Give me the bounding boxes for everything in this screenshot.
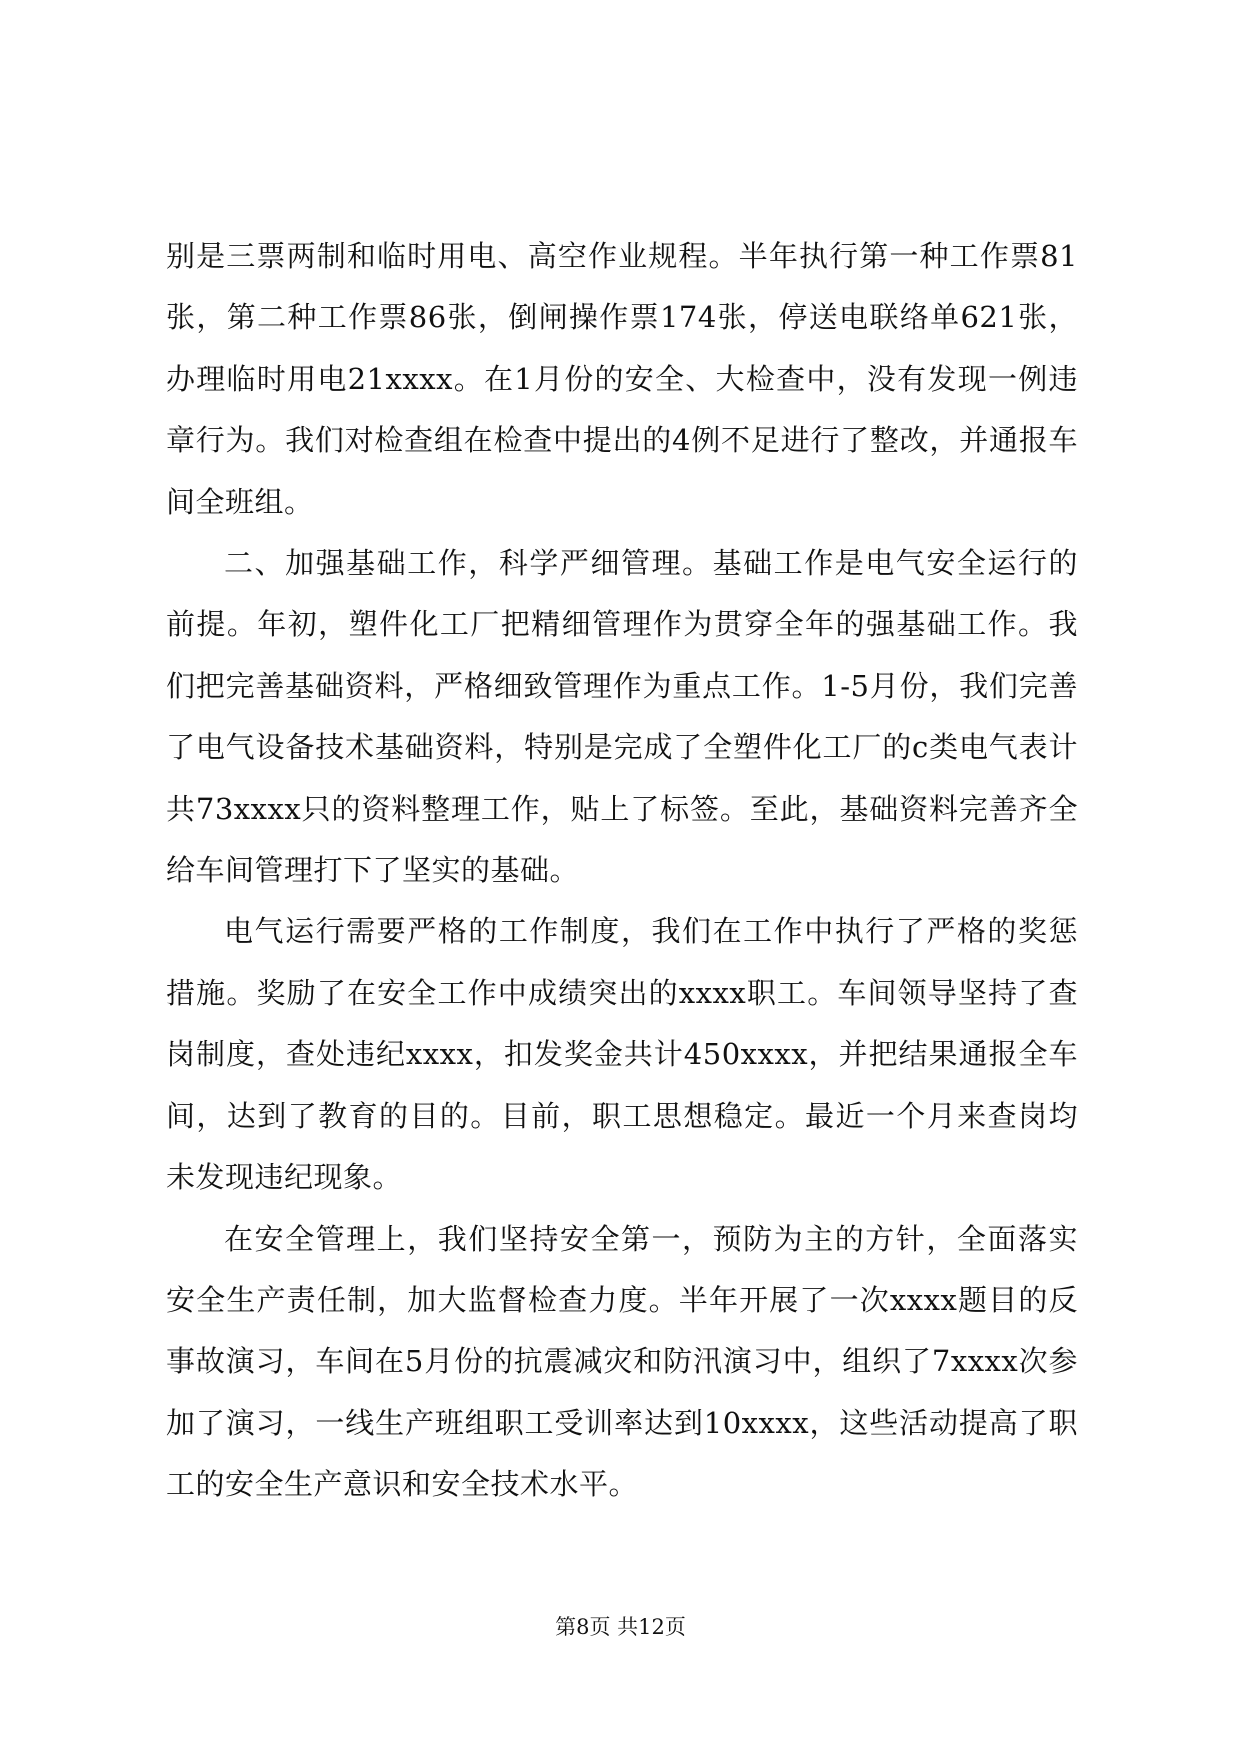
paragraph-continuation: 别是三票两制和临时用电、高空作业规程。半年执行第一种工作票81张，第二种工作票86张，倒闸操作票174张，停送电联络单621张，办理临时用电21xxxx。在1月份的安全、大检查中，没有发现一例违章行为。我们对检查组在检查中提出的4例不足进行了整改，并通报车间全班组。 (166, 239, 1078, 519)
paragraph-work-system: 电气运行需要严格的工作制度，我们在工作中执行了严格的奖惩措施。奖励了在安全工作中成绩突出的xxxx职工。车间领导坚持了查岗制度，查处违纪xxxx，扣发奖金共计450xxxx，并把结果通报全车间，达到了教育的目的。目前，职工思想稳定。最近一个月来查岗均未发现违纪现象。 (166, 914, 1078, 1195)
paragraph-safety-management: 在安全管理上，我们坚持安全第一，预防为主的方针，全面落实安全生产责任制，加大监督检查力度。半年开展了一次xxxx题目的反事故演习，车间在5月份的抗震减灾和防汛演习中，组织了7xxxx次参加了演习，一线生产班组职工受训率达到10xxxx，这些活动提高了职工的安全生产意识和安全技术水平。 (166, 1221, 1078, 1502)
paragraph-basic-work: 二、加强基础工作，科学严细管理。基础工作是电气安全运行的前提。年初，塑件化工厂把精细管理作为贯穿全年的强基础工作。我们把完善基础资料，严格细致管理作为重点工作。1-5月份，我们完善了电气设备技术基础资料，特别是完成了全塑件化工厂的c类电气表计共73xxxx只的资料整理工作，贴上了标签。至此，基础资料完善齐全给车间管理打下了坚实的基础。 (166, 546, 1078, 888)
page-footer: 第8页 共12页 (555, 1615, 686, 1639)
document-body (166, 226, 1078, 1516)
